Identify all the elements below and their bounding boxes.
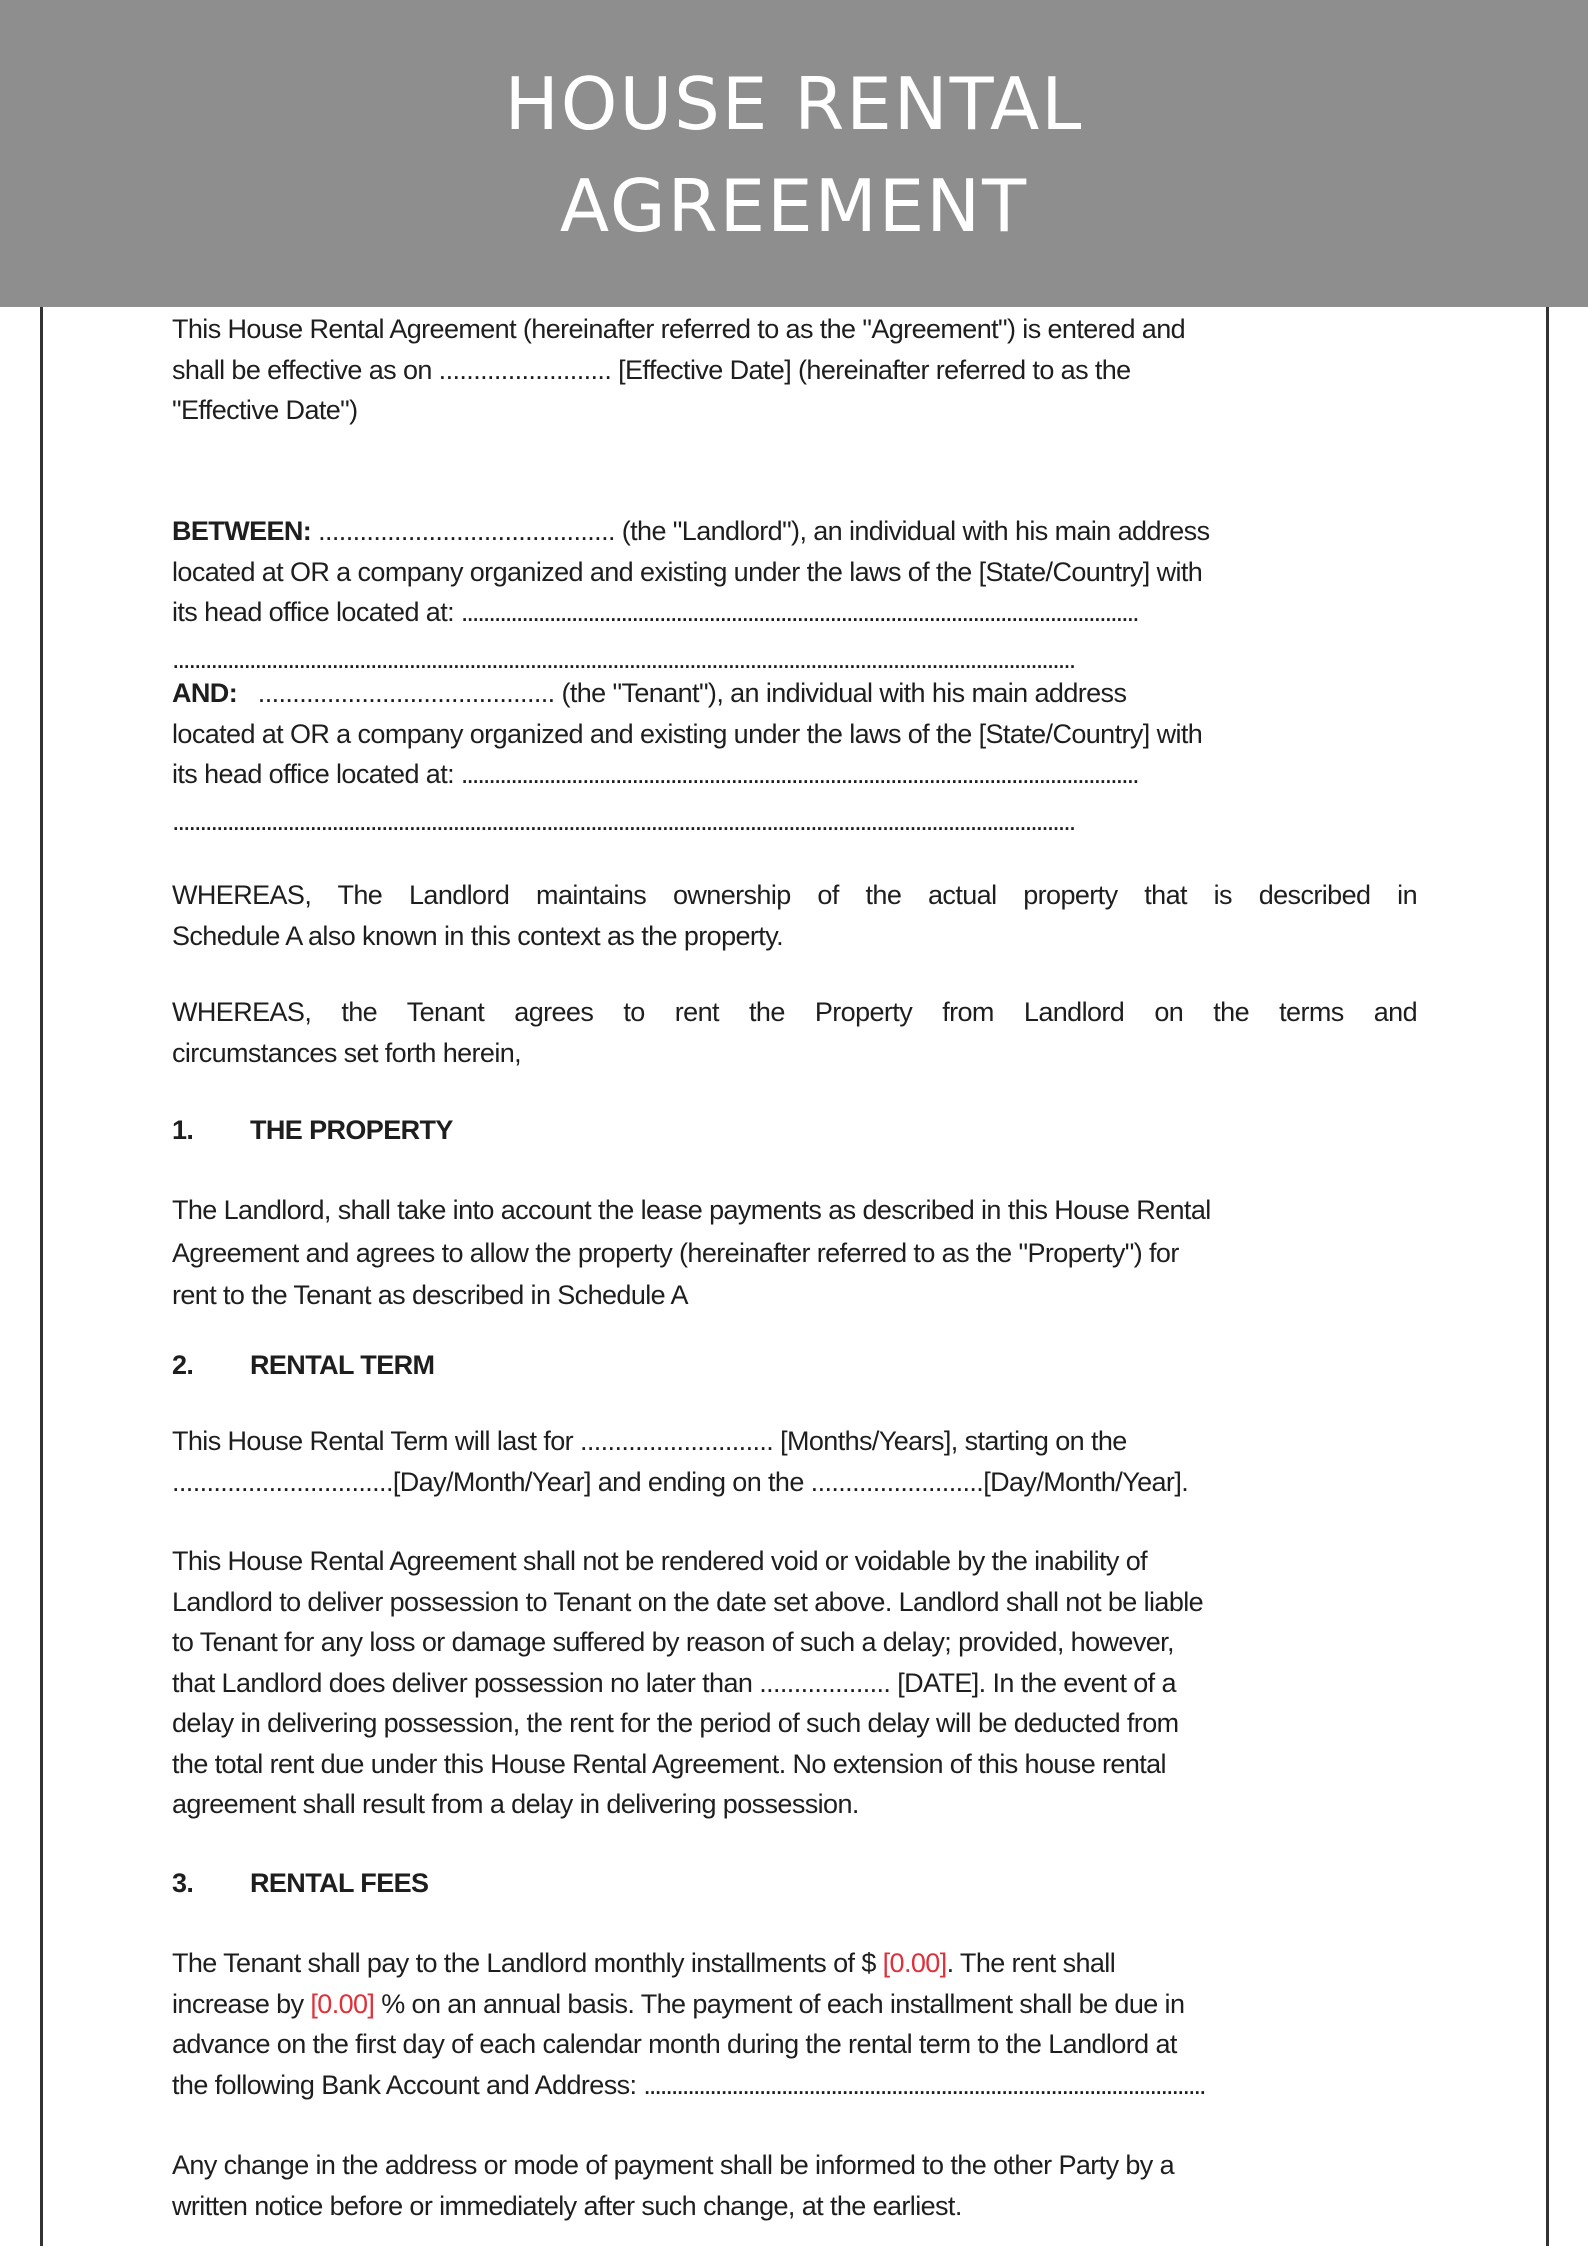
title-banner: [0, 0, 1588, 307]
whereas-1: [172, 875, 1422, 956]
text-line: Agreement and agrees to allow the property (hereinafter referred to as the "Property") for: [172, 1237, 1179, 1268]
text-line: Schedule A also known in this context as the property.: [172, 920, 783, 951]
text-segment: The Tenant shall pay to the Landlord monthly installments of $: [172, 1948, 883, 1978]
section-heading-rental-term: [172, 1345, 1422, 1386]
term-paragraph: [172, 1421, 1422, 1502]
text-segment: its head office located at:: [172, 759, 461, 789]
text-line: shall be effective as on ......................... [Effective Date] (hereinafter referred to as the: [172, 354, 1131, 385]
text-line: This House Rental Agreement (hereinafter referred to as the "Agreement") is entered and: [172, 314, 1186, 344]
between-label: BETWEEN:: [172, 516, 312, 546]
text-line: This House Rental Term will last for ............................ [Months/Years], starting on the: [172, 1426, 1127, 1456]
text-line: WHEREAS, The Landlord maintains ownership of the actual property that is described in: [172, 880, 1417, 910]
and-party: [172, 673, 1422, 841]
intro-paragraph: [172, 309, 1422, 431]
change-paragraph: [172, 2145, 1422, 2226]
blank-dots: ...........................................................................................................................: [460, 597, 1138, 627]
text-line: The Landlord, shall take into account the lease payments as described in this House Rental: [172, 1195, 1211, 1225]
text-line: WHEREAS, the Tenant agrees to rent the Property from Landlord on the terms and: [172, 997, 1417, 1027]
text-segment: ........................................... (the "Landlord"), an individual with his main address: [311, 516, 1210, 546]
title-line-2: AGREEMENT: [559, 164, 1029, 248]
text-segment: the following Bank Account and Address:: [172, 2069, 644, 2100]
text-line: the total rent due under this House Rental Agreement. No extension of this house rental: [172, 1748, 1166, 1779]
page-border-right: [1546, 307, 1549, 2246]
section-number: 1.: [172, 1115, 194, 1145]
fees-paragraph: [172, 1943, 1422, 2105]
section-title: THE PROPERTY: [250, 1115, 453, 1145]
section-number: 3.: [172, 1868, 194, 1898]
text-line: "Effective Date"): [172, 395, 358, 425]
section-title: RENTAL FEES: [250, 1868, 429, 1898]
text-line: Any change in the address or mode of payment shall be informed to the other Party by a: [172, 2150, 1175, 2180]
text-line: located at OR a company organized and existing under the laws of the [State/Country] with: [172, 718, 1203, 749]
blank-dots: ...........................................................................................................................: [460, 759, 1138, 789]
text-segment: ........................................... (the "Tenant"), an individual with his main address: [237, 678, 1127, 708]
increase-rate-placeholder: [0.00]: [310, 1988, 375, 2019]
text-segment: . The rent shall: [946, 1948, 1116, 1978]
between-party: [172, 511, 1422, 679]
text-line: written notice before or immediately after such change, at the earliest.: [172, 2190, 962, 2221]
text-line: to Tenant for any loss or damage suffered by reason of such a delay; provided, however,: [172, 1627, 1174, 1657]
and-label: AND:: [172, 678, 238, 708]
text-line: ................................[Day/Month/Year] and ending on the .........................[Day/Month/Year].: [172, 1466, 1189, 1497]
whereas-2: [172, 992, 1422, 1073]
text-line: agreement shall result from a delay in delivering possession.: [172, 1789, 859, 1819]
text-line: located at OR a company organized and existing under the laws of the [State/Country] with: [172, 556, 1203, 587]
text-line: This House Rental Agreement shall not be rendered void or voidable by the inability of: [172, 1546, 1148, 1576]
text-segment: its head office located at:: [172, 597, 461, 627]
text-line: delay in delivering possession, the rent for the period of such delay will be deducted from: [172, 1708, 1179, 1738]
text-line: circumstances set forth herein,: [172, 1037, 522, 1068]
text-line: rent to the Tenant as described in Schedule A: [172, 1280, 688, 1310]
page-border-left: [40, 307, 43, 2246]
property-paragraph: [172, 1190, 1422, 1316]
section-number: 2.: [172, 1350, 194, 1380]
blank-dots: ....................................................................................................................................................................: [172, 643, 1075, 674]
section-title: RENTAL TERM: [250, 1350, 435, 1380]
text-segment: increase by: [172, 1988, 311, 2019]
title-line-1: HOUSE RENTAL: [504, 62, 1084, 146]
text-line: Landlord to deliver possession to Tenant on the date set above. Landlord shall not be liable: [172, 1586, 1204, 1617]
delay-paragraph: [172, 1541, 1422, 1825]
section-heading-property: [172, 1110, 1422, 1151]
text-segment: % on an annual basis. The payment of each installment shall be due in: [374, 1988, 1185, 2019]
blank-dots: ......................................................................................................: [643, 2069, 1205, 2100]
text-line: advance on the first day of each calendar month during the rental term to the Landlord at: [172, 2029, 1177, 2059]
blank-dots: ....................................................................................................................................................................: [172, 805, 1075, 836]
rent-amount-placeholder: [0.00]: [882, 1948, 947, 1978]
text-line: that Landlord does deliver possession no later than ................... [DATE]. In the event of a: [172, 1667, 1176, 1698]
section-heading-rental-fees: [172, 1863, 1422, 1904]
